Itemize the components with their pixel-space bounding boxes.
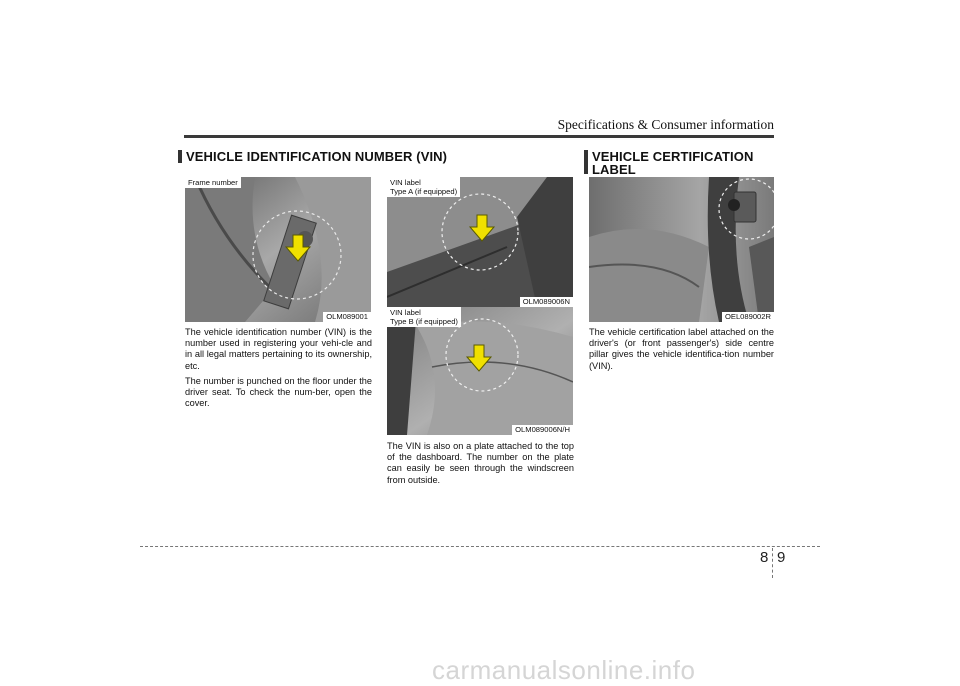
image-code: OLM089001 xyxy=(323,312,371,322)
photo-label xyxy=(387,177,460,197)
door-pillar-illustration xyxy=(589,177,774,322)
vin-label-type-a-photo xyxy=(387,177,573,307)
vin-section-title: VEHICLE IDENTIFICATION NUMBER (VIN) xyxy=(186,149,448,164)
photo-label-line: Type B (if equipped) xyxy=(390,317,458,326)
vin-plate-description xyxy=(387,441,574,490)
photo-label: Frame number xyxy=(185,177,241,188)
section-marker xyxy=(178,150,182,163)
vin-label-type-b-photo xyxy=(387,307,573,435)
chapter-number: 8 xyxy=(760,549,769,566)
watermark: carmanualsonline.info xyxy=(432,655,696,685)
certification-label-photo xyxy=(589,177,774,322)
frame-number-photo xyxy=(185,177,371,322)
vin-description xyxy=(185,327,372,413)
title-line: LABEL xyxy=(592,162,636,177)
photo-label-line: Type A (if equipped) xyxy=(390,187,458,196)
cert-description xyxy=(589,327,774,376)
image-code: OEL089002R xyxy=(722,312,774,322)
cert-section-title xyxy=(592,150,753,176)
paragraph: The VIN is also on a plate attached to the top of the dashboard. The number on the plate can easily be seen through the windscreen from outside. xyxy=(387,441,574,485)
image-code: OLM089006N xyxy=(520,297,573,307)
photo-label-line: VIN label xyxy=(390,178,421,187)
paragraph: The number is punched on the floor under the driver seat. To check the num-ber, open the cover. xyxy=(185,375,372,409)
page-number: 9 xyxy=(777,549,786,566)
section-marker xyxy=(584,150,588,174)
paragraph: The vehicle identification number (VIN) is the number used in registering your vehi-cle and in all legal matters pertaining to its ownership, etc. xyxy=(185,327,372,371)
image-code: OLM089006N/H xyxy=(512,425,573,435)
header-rule xyxy=(184,135,774,138)
photo-label xyxy=(387,307,461,327)
paragraph: The vehicle certification label attached on the driver's (or front passenger's) side centre pillar gives the vehicle identifica-tion number (VIN). xyxy=(589,327,774,371)
title-line: VEHICLE CERTIFICATION xyxy=(592,149,754,164)
footer-page-divider xyxy=(772,548,773,578)
photo-label-line: VIN label xyxy=(390,308,421,317)
footer-divider xyxy=(140,546,820,547)
seat-floor-illustration xyxy=(185,177,371,322)
section-header: Specifications & Consumer information xyxy=(557,117,774,132)
